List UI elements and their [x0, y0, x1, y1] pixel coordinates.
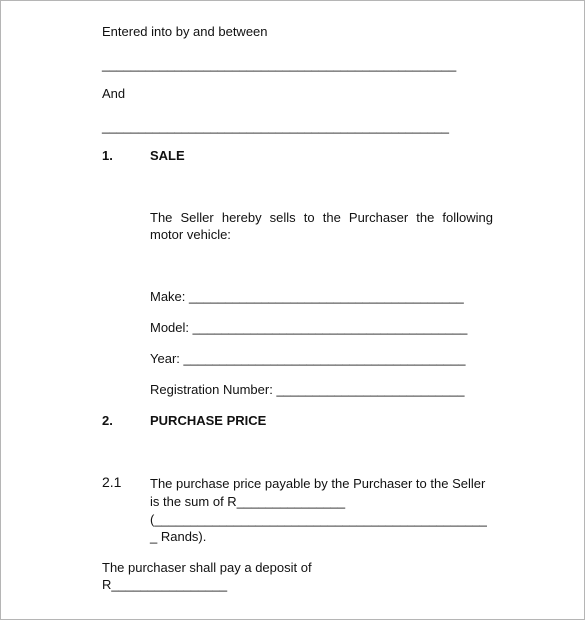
field-make-label: Make: — [150, 289, 186, 304]
section-2-heading: PURCHASE PRICE — [150, 413, 267, 428]
clause-2-1-line2: is the sum of R_______________ — [150, 494, 346, 509]
section-1-heading: SALE — [150, 148, 185, 163]
section-1-body-line2: motor vehicle: — [150, 227, 231, 242]
field-make — [150, 288, 464, 305]
field-model — [150, 319, 467, 336]
field-year — [150, 350, 466, 367]
clause-2-1-number: 2.1 — [102, 474, 122, 490]
clause-2-1-line1: The purchase price payable by the Purchaser to the Seller — [150, 476, 486, 491]
field-make-line: ______________________________________ — [189, 289, 464, 304]
field-year-label: Year: — [150, 351, 180, 366]
clause-2-1-line3: (______________________________________________ — [150, 512, 487, 527]
clause-2-1-line4: _ Rands). — [150, 529, 207, 544]
field-registration-label: Registration Number: — [150, 382, 273, 397]
field-model-line: ______________________________________ — [192, 320, 468, 335]
and-label: And — [102, 86, 126, 101]
deposit-line1: The purchaser shall pay a deposit of — [102, 560, 312, 575]
field-registration-line: __________________________ — [276, 382, 465, 397]
section-1-body-line1: The Seller hereby sells to the Purchaser the following — [150, 210, 493, 225]
field-year-line: _______________________________________ — [183, 351, 466, 366]
intro-text: Entered into by and between — [102, 24, 268, 39]
section-1-number: 1. — [102, 148, 113, 163]
section-2-number: 2. — [102, 413, 113, 428]
party2-signature-line: ________________________________________________ — [102, 119, 450, 134]
deposit-line2: R________________ — [102, 577, 228, 592]
field-registration-number — [150, 381, 464, 398]
party1-signature-line: _________________________________________________ — [102, 57, 457, 72]
field-model-label: Model: — [150, 320, 190, 335]
